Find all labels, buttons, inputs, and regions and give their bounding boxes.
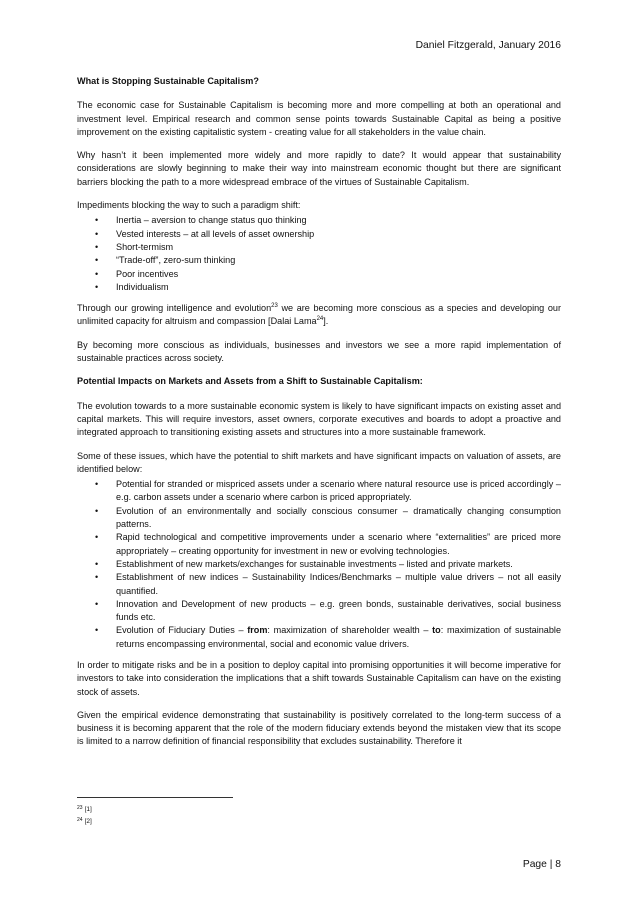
paragraph: The economic case for Sustainable Capitalism is becoming more and more compelling at both an operational and investment level. Empirical research and common sense points towards Sustainable Capital as being a positive improvement on the existing capitalistic system - creating value for all stakeholders in the value chain. — [77, 100, 561, 137]
list-item: • Short-termism — [77, 241, 561, 254]
paragraph-evolution: Through our growing intelligence and evolution$^{23}$ we are becoming more conscious as a species and developing our unlimited capacity for altruism and compassion [Dalai Lama$^{24}$]. — [77, 303, 561, 327]
paragraph: Why hasn’t it been implemented more widely and more rapidly to date? It would appear that sustainability considerations are slowly beginning to make their way into mainstream economic thought but there are significant barriers blocking the path to a more widespread embrace of the virtues of Sustainable Capitalism. — [77, 150, 561, 187]
list-item: • Rapid technological and competitive improvements under a scenario where “externalities” are priced more appropriately – creating opportunity for investment in new or evolving technologies. — [95, 532, 561, 556]
paragraph: By becoming more conscious as individuals, businesses and investors we see a more rapid implementation of sustainable practices across society. — [77, 339, 561, 364]
list-item: • Inertia – aversion to change status quo thinking — [77, 214, 561, 227]
bullet-icon: • — [95, 479, 99, 490]
footnote-ref-23[interactable]: 23 — [271, 303, 278, 310]
list-item: • Establishment of new indices – Sustainability Indices/Benchmarks – multiple value drivers – not all easily quantified. — [95, 572, 561, 596]
bullet-icon: • — [95, 255, 99, 266]
bullet-icon: • — [95, 625, 99, 636]
list-item: • Potential for stranded or mispriced assets under a scenario where natural resource use is priced accordingly – e.g. carbon assets under a scenario where carbon is priced appropriately. — [95, 479, 561, 503]
list-item: • Innovation and Development of new products – e.g. green bonds, sustainable derivatives, social business funds etc. — [95, 598, 561, 623]
page-body — [77, 75, 561, 759]
list-item: • Establishment of new markets/exchanges for sustainable investments – listed and private markets. — [77, 558, 561, 571]
bullet-icon: • — [95, 532, 99, 543]
list-item: • Poor incentives — [77, 268, 561, 281]
bullet-icon: • — [95, 505, 99, 516]
paragraph: In order to mitigate risks and be in a position to deploy capital into promising opportunities it will become imperative for investors to take into consideration the implications that a shift towards Sustainable Capitalism can have on the existing stock of assets. — [77, 659, 561, 697]
bullet-icon: • — [95, 215, 99, 226]
bullet-icon: • — [95, 598, 99, 609]
list-item: • Vested interests – at all levels of asset ownership — [77, 228, 561, 241]
bullet-icon: • — [95, 268, 99, 279]
issues-list — [77, 478, 561, 651]
list-item: • Individualism — [77, 281, 561, 294]
footnote-divider — [77, 797, 233, 798]
footnote-item: $^{24}$ [2] — [77, 817, 92, 825]
impediments-list — [77, 214, 561, 294]
footnotes — [77, 803, 92, 827]
page-header: Daniel Fitzgerald, January 2016 — [415, 40, 561, 51]
paragraph: Given the empirical evidence demonstrating that sustainability is positively correlated to the long-term success of a business it is becoming apparent that the role of the modern fiduciary extends beyond the mistaken view that its scope is limited to a narrow definition of financial responsibility that excludes sustainability. Therefore it — [77, 709, 561, 747]
bullet-icon: • — [95, 572, 99, 583]
section-heading-stopping: What is Stopping Sustainable Capitalism? — [77, 76, 259, 86]
footnote-item: $^{23}$ [1] — [77, 805, 92, 813]
list-item: • Evolution of an environmentally and socially conscious consumer – dramatically changing consumption patterns. — [95, 505, 561, 530]
list-item: • Evolution of Fiduciary Duties – from: maximization of shareholder wealth – to: maximization of sustainable returns encompassing environmental, social and economic value drivers. — [95, 625, 561, 649]
bullet-icon: • — [95, 281, 99, 292]
footnote-ref-24[interactable]: 24 — [316, 316, 324, 323]
issues-intro: Some of these issues, which have the potential to shift markets and have significant impacts on valuation of assets, are identified below: — [77, 450, 561, 474]
list-item: • “Trade-off”, zero-sum thinking — [77, 254, 561, 267]
impediments-intro: Impediments blocking the way to such a paradigm shift: — [77, 200, 301, 211]
page-number: Page | 8 — [522, 859, 561, 870]
bullet-icon: • — [95, 228, 99, 239]
paragraph: The evolution towards to a more sustainable economic system is likely to have significant impacts on existing asset and capital markets. This will require investors, asset owners, corporate executives and boards to adopt a proactive and integrated approach to transitioning existing assets and structures into a more sustainable framework. — [77, 400, 561, 438]
bullet-icon: • — [95, 241, 99, 252]
section-heading-impacts: Potential Impacts on Markets and Assets from a Shift to Sustainable Capitalism: — [77, 376, 423, 387]
bullet-icon: • — [95, 558, 99, 569]
